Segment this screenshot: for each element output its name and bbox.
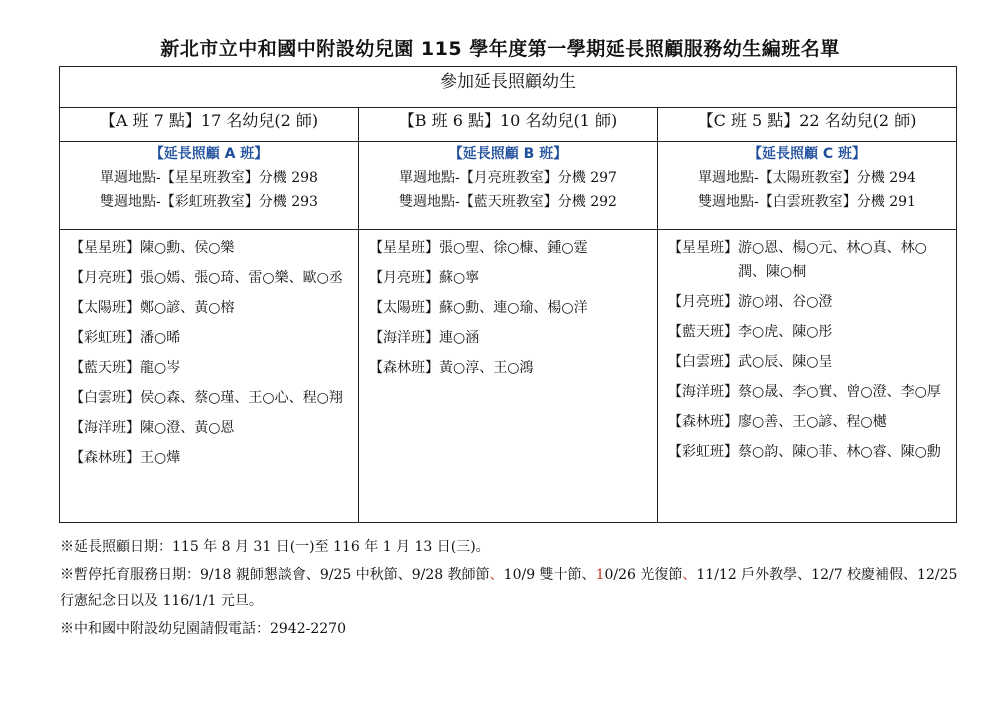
group-names: 陳○勳、侯○樂	[140, 240, 235, 256]
single-week-a: 單週地點-【星星班教室】分機 298	[100, 170, 318, 186]
group-class: 【藍天班】	[668, 324, 738, 340]
group-class: 【白雲班】	[70, 390, 140, 406]
group-names: 黃○淳、王○鴻	[439, 360, 534, 376]
group-class: 【海洋班】	[668, 384, 738, 400]
list-item	[668, 410, 948, 434]
children-cell-b	[359, 230, 658, 523]
single-week-c: 單週地點-【太陽班教室】分機 294	[698, 170, 916, 186]
group-class: 【海洋班】	[70, 420, 140, 436]
list-item	[369, 326, 649, 350]
group-class: 【月亮班】	[668, 294, 738, 310]
children-cell-c	[658, 230, 957, 523]
list-item	[668, 440, 948, 464]
group-names: 鄭○諺、黃○榕	[140, 300, 235, 316]
class-label-b: 【B 班 6 點】10 名幼兒(1 師)	[359, 108, 658, 142]
suspend-part-d: 0/26 光復節	[604, 567, 683, 583]
double-week-b: 雙週地點-【藍天班教室】分機 292	[399, 194, 617, 210]
group-names: 侯○森、蔡○瑾、王○心、程○翔	[140, 390, 343, 406]
group-names: 游○翊、谷○澄	[738, 294, 833, 310]
single-week-b: 單週地點-【月亮班教室】分機 297	[399, 170, 617, 186]
group-class: 【森林班】	[369, 360, 439, 376]
table-header-row	[60, 67, 957, 108]
suspend-part-e: 11/12 戶外教學、12/7 校慶補假、12/25 行憲紀念日以及 116/1/1 元旦。	[60, 567, 958, 609]
group-names: 蘇○寧	[439, 270, 480, 286]
group-class: 【星星班】	[668, 240, 738, 256]
children-list-a	[60, 230, 358, 470]
group-class: 【白雲班】	[668, 354, 738, 370]
roster-table	[59, 66, 957, 523]
group-names: 游○恩、楊○元、林○真、林○潤、陳○桐	[738, 240, 927, 280]
group-class: 【海洋班】	[369, 330, 439, 346]
note-dates: ※延長照顧日期：115 年 8 月 31 日(一)至 116 年 1 月 13 日(三)。	[60, 539, 490, 555]
group-names: 王○燁	[140, 450, 181, 466]
list-item	[668, 236, 948, 284]
group-names: 連○涵	[439, 330, 480, 346]
group-class: 【藍天班】	[70, 360, 140, 376]
group-class: 【星星班】	[70, 240, 140, 256]
list-item	[70, 236, 350, 260]
list-item	[668, 290, 948, 314]
group-class: 【太陽班】	[70, 300, 140, 316]
place-title-b: 【延長照顧 B 班】	[448, 146, 568, 162]
group-class: 【彩虹班】	[70, 330, 140, 346]
suspend-part-b: 10/9 雙十節、	[503, 567, 596, 583]
list-item	[70, 266, 350, 290]
group-names: 廖○善、王○諺、程○樾	[738, 414, 887, 430]
suspend-separator: 、	[682, 567, 697, 583]
class-label-row	[60, 108, 957, 142]
place-title-c: 【延長照顧 C 班】	[748, 146, 867, 162]
page-title: 新北市立中和國中附設幼兒園 115 學年度第一學期延長照顧服務幼生編班名單	[160, 38, 840, 60]
suspend-separator: 、	[489, 567, 504, 583]
list-item	[369, 266, 649, 290]
location-cell-a	[60, 142, 359, 230]
children-list-c	[658, 230, 956, 464]
location-cell-c	[658, 142, 957, 230]
group-names: 龍○岑	[140, 360, 181, 376]
group-names: 李○虎、陳○彤	[738, 324, 833, 340]
group-class: 【森林班】	[668, 414, 738, 430]
group-names: 蔡○晟、李○實、曾○澄、李○厚	[738, 384, 941, 400]
class-label-c: 【C 班 5 點】22 名幼兒(2 師)	[658, 108, 957, 142]
list-item	[668, 350, 948, 374]
group-class: 【月亮班】	[369, 270, 439, 286]
location-cell-b	[359, 142, 658, 230]
children-cell-a	[60, 230, 359, 523]
list-item	[70, 416, 350, 440]
group-class: 【森林班】	[70, 450, 140, 466]
group-class: 【月亮班】	[70, 270, 140, 286]
group-names: 蘇○勳、連○瑜、楊○洋	[439, 300, 588, 316]
list-item	[369, 296, 649, 320]
place-title-a: 【延長照顧 A 班】	[149, 146, 269, 162]
note-suspend	[60, 562, 965, 614]
list-item	[668, 320, 948, 344]
list-item	[70, 326, 350, 350]
notes	[60, 534, 965, 644]
group-names: 蔡○韵、陳○菲、林○睿、陳○勳	[738, 444, 941, 460]
group-class: 【彩虹班】	[668, 444, 738, 460]
class-label-a: 【A 班 7 點】17 名幼兒(2 師)	[60, 108, 359, 142]
group-names: 張○嫣、張○琦、雷○樂、歐○丞	[140, 270, 343, 286]
list-item	[369, 356, 649, 380]
list-item	[70, 386, 350, 410]
group-class: 【太陽班】	[369, 300, 439, 316]
table-header: 參加延長照顧幼生	[60, 67, 957, 108]
double-week-a: 雙週地點-【彩虹班教室】分機 293	[100, 194, 318, 210]
group-names: 潘○晞	[140, 330, 181, 346]
list-item	[369, 236, 649, 260]
group-names: 陳○澄、黃○恩	[140, 420, 235, 436]
suspend-red-digit: 1	[595, 567, 605, 583]
list-item	[70, 446, 350, 470]
location-row	[60, 142, 957, 230]
list-item	[70, 356, 350, 380]
children-list-b	[359, 230, 657, 380]
group-names: 張○聖、徐○槺、鍾○霆	[439, 240, 588, 256]
double-week-c: 雙週地點-【白雲班教室】分機 291	[698, 194, 916, 210]
list-item	[668, 380, 948, 404]
list-item	[70, 296, 350, 320]
note-phone: ※中和國中附設幼兒園請假電話：2942-2270	[60, 621, 346, 637]
group-class: 【星星班】	[369, 240, 439, 256]
group-names: 武○辰、陳○呈	[738, 354, 833, 370]
children-row	[60, 230, 957, 523]
suspend-part-a: ※暫停托育服務日期：9/18 親師懇談會、9/25 中秋節、9/28 教師節	[60, 567, 490, 583]
